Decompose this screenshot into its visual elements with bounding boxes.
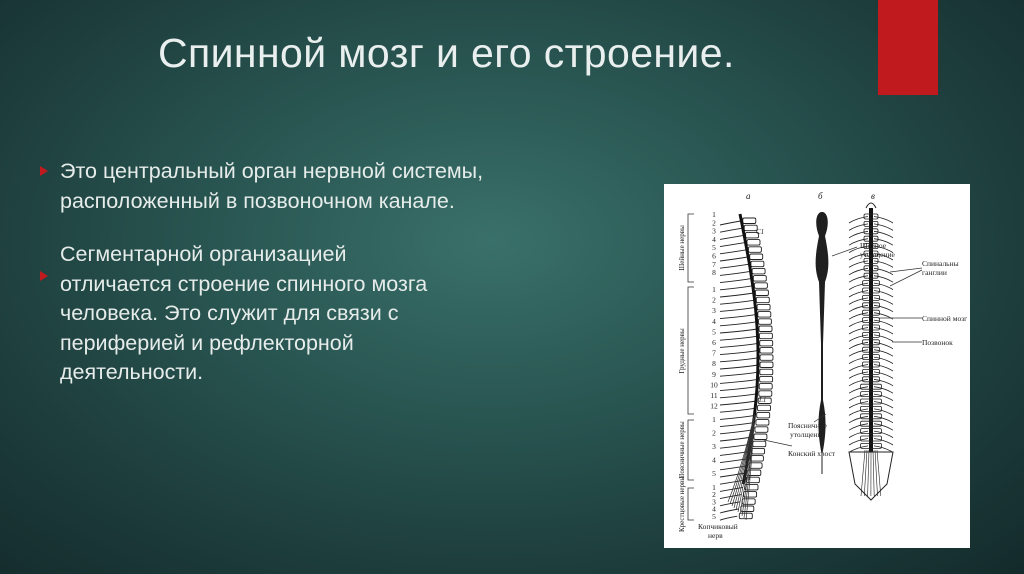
vertebra-mark-s1: S1 [744, 474, 751, 482]
label-cervical-thickening: Шейное [860, 241, 887, 250]
segment-number: 3 [712, 306, 716, 316]
text-line: Это центральный орган нервной системы, [60, 159, 484, 183]
panel-label-a: а [746, 191, 751, 201]
text-line: Сегментарной организацией [60, 242, 347, 266]
segment-number: 8 [712, 268, 716, 278]
segment-number: 11 [710, 391, 718, 400]
segment-number: 5 [712, 511, 716, 521]
region-label-cervical: Шейные нервы [678, 225, 686, 271]
slide-body [60, 157, 630, 410]
text-line: отличается строение спинного мозга [60, 271, 428, 296]
panel-label-c: в [871, 191, 875, 201]
label-coccygeal-nerve-2: нерв [708, 531, 723, 540]
segment-number: 1 [712, 483, 716, 492]
diagram-svg [664, 184, 970, 548]
segment-number: 7 [712, 259, 716, 269]
segment-number: 4 [712, 234, 716, 244]
segment-number: 8 [712, 359, 716, 369]
label-spinal-cord: Спинной мозг [922, 314, 968, 323]
segment-number: 6 [712, 251, 716, 261]
segment-number: 3 [712, 226, 716, 236]
segment-number: 2 [712, 490, 716, 500]
paragraph-definition [60, 157, 630, 216]
segment-number: 10 [710, 380, 718, 390]
bullet-arrow-icon [40, 166, 48, 176]
segment-number: 12 [710, 401, 718, 411]
segment-number: 5 [712, 469, 716, 478]
segment-number: 5 [712, 327, 716, 337]
spinal-cord-diagram [664, 184, 970, 548]
label-cervical-thickening-2: утолщение [860, 250, 895, 259]
text-line: человека. Это служит для связи с [60, 301, 399, 325]
region-brackets [688, 214, 694, 520]
segment-number: 4 [712, 504, 716, 514]
label-vertebra: Позвонок [922, 338, 953, 347]
accent-bar [878, 0, 938, 95]
vertebra-mark-l1: L1 [759, 396, 767, 404]
segment-number: 6 [712, 338, 716, 347]
slide-title: Спинной мозг и его строение. [158, 30, 735, 76]
segment-number: 1 [712, 210, 716, 219]
segment-number: 4 [712, 455, 716, 465]
bullet-arrow-icon [40, 271, 48, 281]
segment-number: 1 [712, 415, 716, 424]
label-coccygeal-nerve: Копчиковый [698, 522, 738, 531]
region-label-sacral: Крестцовые нервы [678, 475, 686, 533]
label-lumbar-thickening: Поясничное [788, 421, 827, 430]
vertebra-mark-c1: C1 [756, 228, 765, 236]
segment-number: 2 [712, 295, 716, 305]
paragraph-segmentation [60, 240, 630, 388]
panel-label-b: б [818, 191, 823, 201]
segment-number: 2 [712, 218, 716, 228]
posterior-callout-lines [878, 268, 922, 342]
segment-number: 7 [712, 348, 716, 358]
label-lumbar-thickening-2: утолщение [790, 430, 825, 439]
text-line: деятельности. [60, 360, 204, 384]
segment-number: 3 [712, 497, 716, 507]
region-label-thoracic: Грудные нервы [678, 328, 686, 374]
segment-number: 4 [712, 316, 716, 326]
label-spinal-ganglion: Спинальны [922, 259, 959, 268]
label-cauda-equina: Конский хвост [788, 449, 836, 458]
text-line: расположенный в позвоночном канале. [60, 188, 455, 213]
segment-number: 5 [712, 243, 716, 253]
segment-number: 1 [712, 285, 716, 294]
region-label-lumbar: Поясничные нервы [678, 421, 686, 479]
segment-number: 2 [712, 428, 716, 438]
text-line: периферией и рефлекторной [60, 330, 354, 355]
label-spinal-ganglion-2: ганглии [922, 268, 947, 277]
segment-number: 3 [712, 442, 716, 451]
segment-number-group [710, 210, 718, 521]
segment-number: 9 [712, 369, 716, 379]
